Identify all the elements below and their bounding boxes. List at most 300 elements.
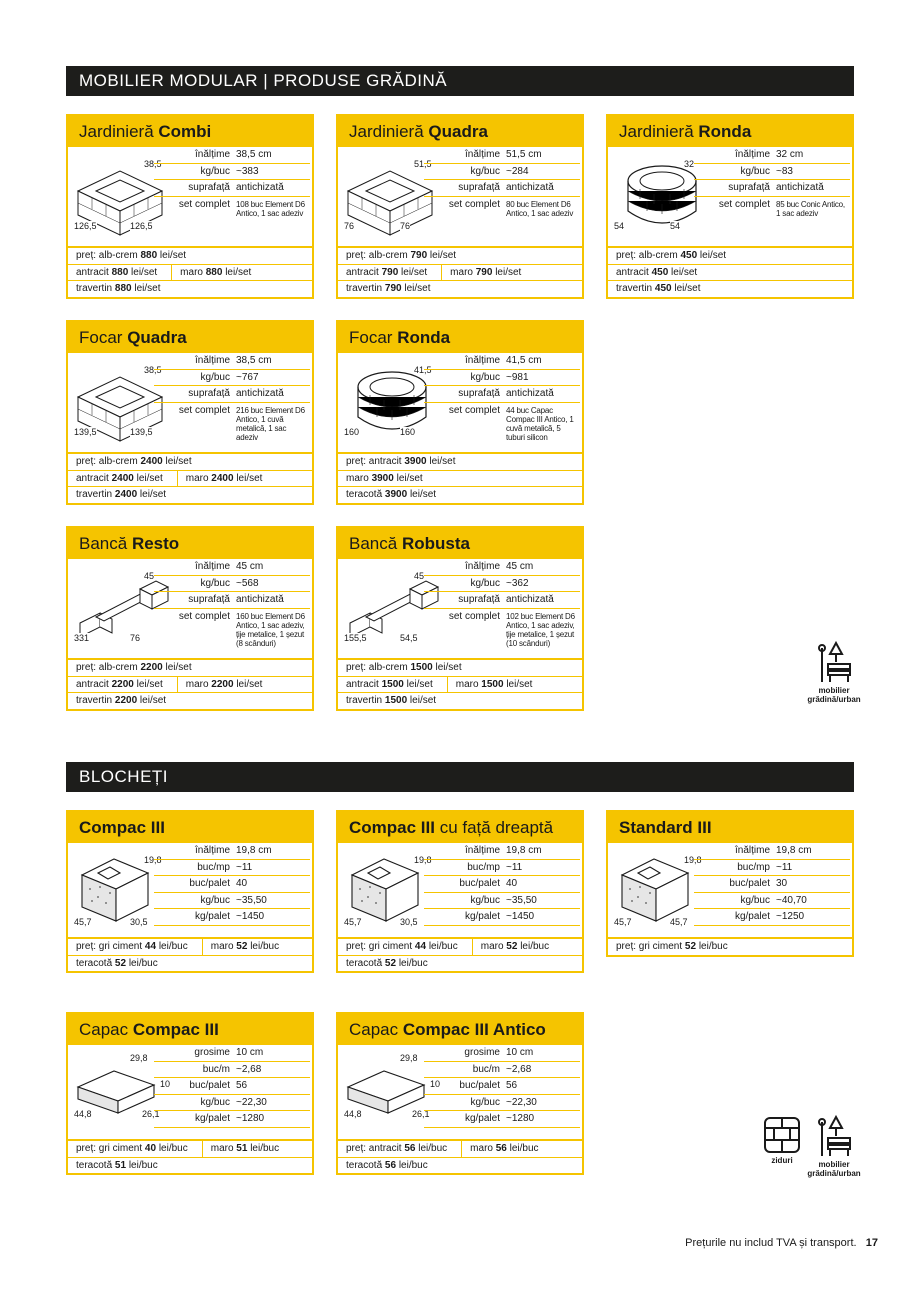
price-label: travertin [76,695,115,706]
spec-row [424,860,580,877]
spec-key: kg/palet [734,911,770,922]
price-cell [472,939,549,955]
spec-row [154,1045,310,1062]
spec-value: 32 cm [776,149,804,160]
product-model: Robusta [401,534,470,553]
price-label: maro [180,266,206,278]
spec-key: buc/m [472,1063,500,1075]
spec-value: 38,5 cm [236,355,272,366]
price-value: 56 [495,1143,507,1154]
spec-row [424,386,580,403]
spec-row [694,860,850,877]
spec-table [154,147,310,218]
price-label: preț: gri ciment [346,941,415,952]
price-table [338,246,582,297]
spec-row [694,876,850,893]
product-body [338,353,582,452]
price-value: 1500 [481,678,504,690]
spec-key: buc/mp [197,861,230,873]
spec-row-set [154,609,310,648]
spec-row [424,1045,580,1062]
price-table [338,658,582,709]
product-type: Jardinieră [349,122,424,141]
dimension-label: 32 [684,159,695,169]
price-table [608,937,852,955]
price-unit: lei/set [131,283,161,294]
product-card [336,1012,584,1175]
price-row [68,939,312,956]
spec-row [424,909,580,926]
product-model: Quadra [127,328,187,347]
price-row [68,281,312,297]
price-value: 880 [111,266,129,278]
price-label: maro [185,678,212,690]
spec-key: grosime [194,1047,230,1058]
price-value: 450 [654,283,672,294]
spec-row [154,1062,310,1079]
product-title [338,322,582,353]
price-label: preț: gri ciment [76,1143,145,1154]
price-value: 1500 [381,678,404,690]
spec-row [424,370,580,387]
spec-key: kg/buc [470,894,500,906]
price-value: 450 [651,266,669,278]
wall-icon [763,1116,801,1154]
dimension-label: 44,8 [74,1109,92,1119]
spec-value: 45 cm [236,561,264,572]
spec-row [424,353,580,370]
spec-value: ~1450 [506,911,535,922]
spec-row-set [424,403,580,442]
spec-value: 85 buc Conic Antico, 1 sac adeziv [776,199,845,218]
price-cell [76,693,166,709]
spec-key: suprafață [188,388,230,399]
spec-row-set [694,197,850,218]
product-card [66,526,314,711]
dimension-label: 45,7 [74,917,92,927]
price-label: preț: gri ciment [616,941,685,952]
spec-value: ~284 [506,165,529,177]
product-card [336,526,584,711]
dimension-label: 45 [414,571,425,581]
spec-row [424,1111,580,1128]
price-value: 880 [140,250,158,261]
spec-row [154,180,310,197]
price-cell [76,939,188,955]
spec-table [154,843,310,926]
dimension-label: 126,5 [74,221,97,231]
product-title [68,812,312,843]
spec-value: ~83 [776,165,793,177]
price-label: teracotă [346,957,385,969]
section-title: BLOCHEȚI [79,767,169,786]
spec-key: înălțime [464,149,500,160]
dimension-label: 38,5 [144,365,162,375]
price-value: 44 [144,941,157,952]
spec-value: 80 buc Element D6 Antico, 1 sac adeziv [506,199,574,218]
price-value: 51 [114,1159,127,1171]
product-title [338,1014,582,1045]
price-cell [76,1141,188,1157]
spec-row [424,180,580,197]
spec-value: 160 buc Element D6 Antico, 1 sac adeziv, țije metalice, 1 șezut (8 scânduri) [236,611,305,648]
spec-value: ~981 [506,371,529,383]
spec-key: grosime [464,1047,500,1058]
spec-value: antichizată [506,182,554,193]
price-row [338,1141,582,1158]
price-cell [177,471,263,487]
price-label: preț: antracit [346,456,405,467]
price-table [68,452,312,503]
price-label: travertin [346,695,385,706]
product-model: Standard III [619,818,712,837]
product-card [66,1012,314,1175]
price-table [68,658,312,709]
product-card [66,320,314,505]
spec-value: ~1280 [236,1113,265,1124]
product-model: Compac III [132,1020,219,1039]
price-unit: lei/set [492,266,522,278]
spec-row [694,843,850,860]
price-label: maro [210,941,237,952]
spec-row [694,180,850,197]
spec-table [154,353,310,442]
spec-key: înălțime [464,355,500,366]
price-row [68,471,312,488]
spec-table [154,559,310,648]
page-footer [685,1237,878,1249]
bench-icon [814,640,854,684]
price-value: 52 [684,941,697,952]
price-unit: lei/set [668,266,698,278]
price-cell [616,939,728,955]
price-unit: lei/set [401,283,431,294]
spec-key: înălțime [194,355,230,366]
price-row [338,956,582,972]
product-model: Compac III [79,818,165,837]
price-value: 790 [410,250,428,261]
price-row [68,677,312,694]
spec-value: 19,8 cm [506,845,542,856]
spec-value: 56 [236,1080,248,1091]
spec-value: ~568 [236,577,259,589]
spec-row [424,1062,580,1079]
spec-row [424,164,580,181]
price-value: 3900 [384,489,408,500]
dimension-label: 45,7 [614,917,632,927]
product-body [338,843,582,937]
product-title [68,116,312,147]
section-header-blocks [66,762,854,792]
price-unit: lei/set [128,266,158,278]
spec-row [424,592,580,609]
price-unit: lei/set [427,250,457,261]
price-unit: lei/buc [396,1159,428,1171]
price-cell [346,248,456,264]
dimension-label: 155,5 [344,633,367,643]
spec-row [694,909,850,926]
price-value: 56 [384,1159,397,1171]
price-value: 790 [475,266,493,278]
price-value: 3900 [404,456,427,467]
price-label: maro [480,941,507,952]
price-unit: lei/buc [126,957,158,969]
dimension-label: 45 [144,571,155,581]
spec-value: 30 [776,878,788,889]
price-cell [616,281,701,297]
product-suffix: cu față dreaptă [434,818,554,837]
product-title [68,322,312,353]
price-cell [171,265,251,281]
price-cell [346,454,456,470]
price-row [338,471,582,488]
price-cell [346,939,458,955]
spec-key: înălțime [194,845,230,856]
product-body [608,147,852,246]
price-value: 2400 [140,456,163,467]
spec-key: kg/buc [740,894,770,906]
spec-value: 216 buc Element D6 Antico, 1 cuvă metalică, 1 sac adeziv [236,405,305,442]
spec-value: ~383 [236,165,259,177]
bench-icon-label: mobilier grădină/urban [807,1160,861,1178]
dimension-label: 44,8 [344,1109,362,1119]
dimension-label: 76 [130,633,141,643]
price-unit: lei/buc [156,941,188,952]
spec-key: kg/buc [200,894,230,906]
price-unit: lei/set [133,678,163,690]
price-row [68,454,312,471]
product-body [338,147,582,246]
price-unit: lei/set [162,456,192,467]
price-cell [346,1158,428,1174]
dimension-label: 38,5 [144,159,162,169]
price-unit: lei/set [157,250,187,261]
dimension-label: 30,5 [130,917,148,927]
spec-row [154,353,310,370]
product-title [338,812,582,843]
price-cell [616,265,697,281]
price-label: preț: alb-crem [76,662,141,673]
spec-table [424,1045,580,1128]
price-row [68,265,312,282]
product-type: Focar [349,328,393,347]
section-title: MOBILIER MODULAR | PRODUSE GRĂDINĂ [79,71,448,90]
price-cell [177,677,263,693]
product-body [608,843,852,937]
dimension-label: 19,8 [414,855,432,865]
spec-row [154,592,310,609]
spec-table [424,147,580,218]
price-unit: lei/set [671,283,701,294]
price-value: 880 [205,266,223,278]
price-label: preț: alb-crem [76,250,141,261]
spec-value: 41,5 cm [506,355,542,366]
spec-row [424,576,580,593]
product-body [68,1045,312,1139]
spec-key: suprafață [458,388,500,399]
price-value: 880 [114,283,132,294]
dimension-label: 76 [400,221,411,231]
spec-key: set complet [178,198,230,210]
spec-key: buc/m [202,1063,230,1075]
price-row [338,677,582,694]
product-body [68,353,312,452]
dimension-label: 26,1 [412,1109,430,1119]
price-unit: lei/set [432,662,462,673]
price-value: 2400 [211,472,234,484]
spec-value: ~35,50 [236,894,267,906]
price-value: 3900 [371,472,394,484]
price-unit: lei/set [222,266,252,278]
spec-table [154,1045,310,1128]
spec-key: buc/palet [459,1080,500,1091]
price-cell [76,281,161,297]
spec-row [424,1095,580,1112]
spec-row [154,164,310,181]
spec-key: kg/palet [194,1113,230,1124]
price-value: 790 [384,283,402,294]
product-body [68,559,312,658]
spec-row [154,893,310,910]
spec-row [424,843,580,860]
product-title [608,812,852,843]
price-unit: lei/buc [426,941,458,952]
spec-row [154,559,310,576]
price-unit: lei/buc [126,1159,158,1171]
price-unit: lei/set [398,266,428,278]
price-unit: lei/buc [247,941,280,952]
dimension-label: 126,5 [130,221,153,231]
spec-row-set [154,197,310,218]
dimension-label: 54 [670,221,681,231]
spec-key: set complet [178,610,230,622]
spec-value: 38,5 cm [236,149,272,160]
spec-value: 10 cm [506,1047,534,1058]
price-label: antracit [76,472,112,484]
price-unit: lei/set [503,678,533,690]
spec-value: ~35,50 [506,894,537,906]
spec-row [424,876,580,893]
spec-key: înălțime [734,149,770,160]
spec-value: ~22,30 [506,1096,537,1108]
spec-value: ~1280 [506,1113,535,1124]
dimension-label: 10 [160,1079,171,1089]
price-row [338,281,582,297]
price-unit: lei/buc [517,941,550,952]
price-unit: lei/set [233,472,263,484]
price-row [338,660,582,677]
dimension-label: 160 [400,427,416,437]
spec-value: ~22,30 [236,1096,267,1108]
dimension-label: 41,5 [414,365,432,375]
price-label: preț: gri ciment [76,941,145,952]
price-row [338,248,582,265]
spec-key: kg/palet [464,911,500,922]
spec-value: ~2,68 [506,1063,532,1075]
price-value: 52 [384,957,397,969]
dimension-label: 331 [74,633,90,643]
bench-icon [814,1114,854,1158]
price-unit: lei/set [697,250,727,261]
dimension-label: 54,5 [400,633,418,643]
price-value: 52 [506,941,518,952]
price-label: travertin [346,283,385,294]
price-cell [447,677,533,693]
price-value: 2200 [114,695,138,706]
price-value: 2400 [111,472,134,484]
price-row [608,281,852,297]
price-row [338,454,582,471]
spec-row-set [154,403,310,442]
product-model: Ronda [397,328,451,347]
price-value: 790 [381,266,399,278]
price-unit: lei/set [426,456,456,467]
price-cell [76,248,186,264]
price-label: maro [346,472,372,484]
price-cell [76,487,166,503]
price-cell [76,454,192,470]
footer-note: Prețurile nu includ TVA și transport. [685,1237,857,1249]
price-label: preț: alb-crem [76,456,141,467]
price-cell [202,1141,279,1157]
price-value: 40 [144,1143,157,1154]
price-label: travertin [76,489,115,500]
spec-key: buc/palet [189,878,230,889]
spec-key: înălțime [464,845,500,856]
price-unit: lei/buc [247,1143,280,1154]
product-type: Jardinieră [619,122,694,141]
spec-value: 102 buc Element D6 Antico, 1 sac adeziv, țije metalice, 1 șezut (10 scânduri) [506,611,575,648]
section-header-garden [66,66,854,96]
dimension-label: 45,7 [670,917,688,927]
price-row [68,1141,312,1158]
product-body [338,559,582,658]
spec-value: 44 buc Capac Compac III Antico, 1 cuvă metalică, 5 tuburi silicon [506,405,574,442]
price-row [608,265,852,282]
spec-key: înălțime [194,561,230,572]
spec-value: antichizată [236,594,284,605]
spec-row [154,843,310,860]
price-row [338,265,582,282]
dimension-label: 160 [344,427,360,437]
price-label: maro [470,1143,496,1154]
price-label: teracotă [76,957,115,969]
spec-key: kg/buc [470,1096,500,1108]
price-cell [346,956,428,972]
spec-value: 108 buc Element D6 Antico, 1 sac adeziv [236,199,305,218]
product-card [66,114,314,299]
dimension-label: 139,5 [130,427,153,437]
price-label: preț: alb-crem [346,250,411,261]
spec-row [154,1078,310,1095]
spec-value: 19,8 cm [776,845,812,856]
spec-row [424,559,580,576]
price-label: antracit [616,266,652,278]
spec-value: antichizată [506,388,554,399]
spec-key: buc/mp [467,861,500,873]
price-unit: lei/set [407,489,437,500]
price-value: 2400 [114,489,138,500]
dimension-label: 10 [430,1079,441,1089]
spec-value: ~40,70 [776,894,807,906]
price-row [68,487,312,503]
price-label: antracit [76,678,112,690]
spec-row [424,147,580,164]
price-value: 52 [114,957,127,969]
spec-key: înălțime [464,561,500,572]
spec-key: suprafață [188,182,230,193]
spec-row [694,893,850,910]
